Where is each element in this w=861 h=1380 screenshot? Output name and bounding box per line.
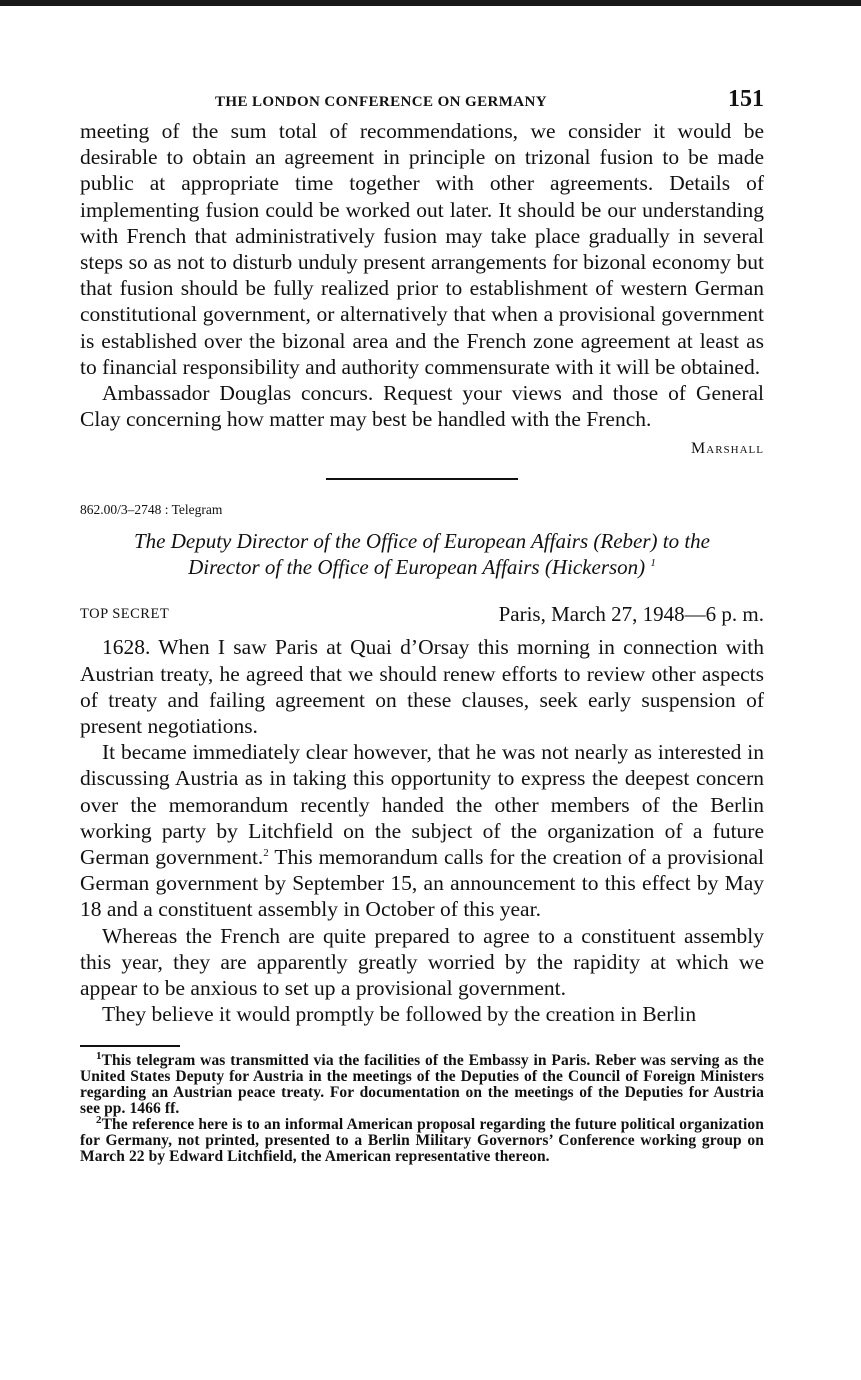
document-title-line2: Director of the Office of European Affairs (Hickerson) [188, 555, 646, 580]
telegram-paragraph-2 [80, 739, 764, 922]
footnote-1-text: This telegram was transmitted via the facilities of the Embassy in Paris. Reber was serving as the United States Deputy for Austria in the meetings of the Deputies of the Council of Foreign Ministers regarding an Austrian peace treaty. For documentation on the meetings of the Deputies for Austria see pp. 1466 ff. [80, 1051, 764, 1117]
footnote-ref-2: 2 [263, 846, 269, 859]
signature: Marshall [691, 440, 764, 458]
classification: TOP SECRET [80, 606, 170, 623]
document-page [80, 80, 764, 1165]
footnote-1-mark: 1 [96, 1049, 102, 1062]
document-title [80, 528, 764, 580]
document-reference: 862.00/3–2748 : Telegram [80, 502, 223, 518]
document-title-line1: The Deputy Director of the Office of European Affairs (Reber) to the [133, 529, 711, 554]
telegram-paragraph-1: 1628. When I saw Paris at Quai d’Orsay this morning in connection with Austrian treaty, he agreed that we should renew efforts to review other aspects of treaty and failing agreement on these clauses, seek early suspension of present negotiations. [80, 635, 764, 739]
page-number: 151 [728, 86, 764, 112]
running-title: THE LONDON CONFERENCE ON GERMANY [215, 94, 547, 110]
page-top-border [0, 0, 861, 6]
footnote-ref-1: 1 [650, 557, 656, 570]
continued-paragraph: meeting of the sum total of recommendations, we consider it would be desirable to obtain an agreement in principle on trizonal fusion to be made public at appropriate time together with other agreements. Details of implementing fusion could be worked out later. It should be our understanding with French that administratively fusion may take place gradually in several steps so as not to disturb unduly present arrangements for bizonal economy but that fusion should be fully realized prior to establishment of western German constitutional government, or alternatively that when a provisional government is established over the bizonal area and the French zone agreement at least as to financial responsibility and authority commensurate with it will be obtained. [80, 119, 764, 379]
footnote-2-text: The reference here is to an informal American proposal regarding the future political organization for Germany, not printed, presented to a Berlin Military Governors’ Conference working group on March 22 by Edward Litchfield, the American representative thereon. [80, 1115, 764, 1165]
telegram-paragraph-3: Whereas the French are quite prepared to agree to a constituent assembly this year, they are apparently greatly worried by the rapidity at which we appear to be anxious to set up a provisional government. [80, 923, 764, 1001]
footnote-divider [80, 1045, 180, 1047]
dateline-row [80, 602, 764, 630]
telegram-paragraph-2b: This memorandum calls for the creation of a provisional German government by September 15, an announcement to this effect by May 18 and a constituent assembly in October of this year. [80, 845, 764, 922]
footnote-2-mark: 2 [96, 1113, 102, 1126]
concurrence-paragraph: Ambassador Douglas concurs. Request your views and those of General Clay concerning how matter may best be handled with the French. [80, 381, 764, 432]
footnote-1 [80, 1049, 764, 1117]
page-header [80, 80, 764, 118]
footnote-2 [80, 1113, 764, 1165]
section-divider [326, 478, 518, 480]
dateline: Paris, March 27, 1948—6 p. m. [498, 602, 764, 627]
telegram-paragraph-2a: It became immediately clear however, that he was not nearly as interested in discussing Austria as in taking this opportunity to express the deepest concern over the memorandum recently handed the other members of the Berlin working party by Litchfield on the subject of the organization of a future German government. [80, 740, 764, 870]
telegram-paragraph-4: They believe it would promptly be followed by the creation in Berlin [102, 1002, 697, 1027]
